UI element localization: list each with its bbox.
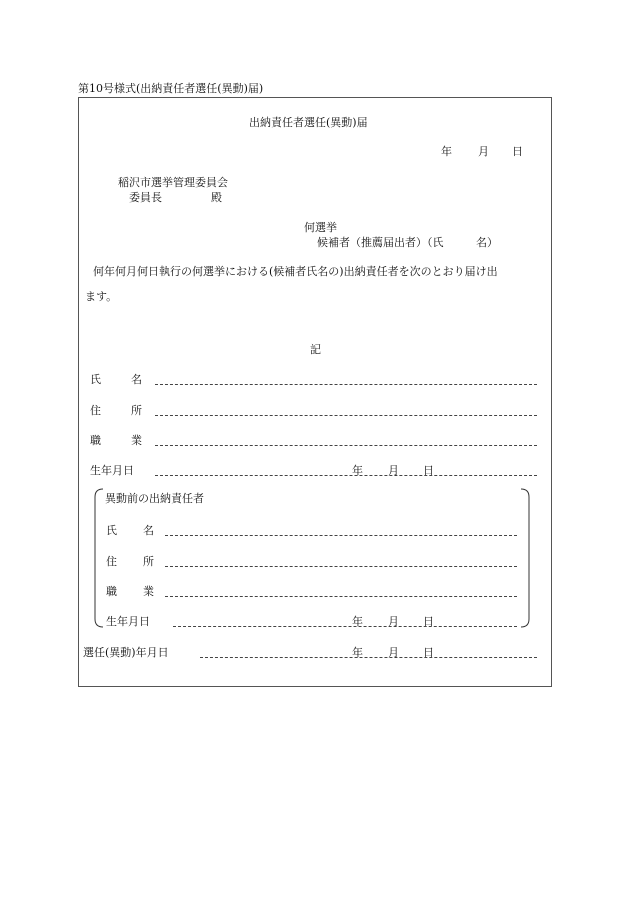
prev-address-label-c2: 所 — [143, 555, 154, 568]
form-title: 出納責任者選任(異動)届 — [249, 116, 368, 129]
prev-address-label-c1: 住 — [106, 555, 117, 568]
prev-birthdate-day: 日 — [423, 615, 434, 628]
birthdate-year: 年 — [352, 464, 363, 477]
date-month: 月 — [478, 145, 489, 158]
appointment-year: 年 — [352, 646, 363, 659]
occupation-line[interactable] — [155, 445, 537, 446]
address-label-c2: 所 — [131, 404, 142, 417]
occupation-label-c2: 業 — [131, 434, 142, 447]
name-line[interactable] — [155, 384, 537, 385]
previous-bracket — [93, 488, 531, 628]
address-line[interactable] — [155, 415, 537, 416]
appointment-month: 月 — [388, 646, 399, 659]
address-label-c1: 住 — [90, 404, 101, 417]
body-text-line2: ます。 — [85, 290, 118, 303]
birthdate-label: 生年月日 — [90, 464, 134, 477]
prev-name-label-c1: 氏 — [106, 524, 117, 537]
birthdate-day: 日 — [423, 464, 434, 477]
prev-name-label-c2: 名 — [143, 524, 154, 537]
prev-occupation-label-c2: 業 — [143, 585, 154, 598]
sender-name-suffix: 名） — [476, 236, 498, 249]
addressee-org: 稲沢市選挙管理委員会 — [118, 176, 228, 189]
previous-heading: 異動前の出納責任者 — [105, 492, 204, 505]
prev-birthdate-line[interactable] — [173, 626, 517, 627]
birthdate-line[interactable] — [155, 475, 537, 476]
prev-address-line[interactable] — [165, 566, 517, 567]
body-text-line1: 何年何月何日執行の何選挙における(候補者氏名の)出納責任者を次のとおり届け出 — [93, 265, 498, 278]
appointment-day: 日 — [423, 646, 434, 659]
addressee-chair: 委員長 — [129, 191, 162, 204]
occupation-label-c1: 職 — [90, 434, 101, 447]
name-label-c1: 氏 — [90, 373, 101, 386]
appointment-date-label: 選任(異動)年月日 — [83, 646, 169, 659]
prev-birthdate-year: 年 — [352, 615, 363, 628]
birthdate-month: 月 — [388, 464, 399, 477]
date-day: 日 — [512, 145, 523, 158]
sender-election: 何選挙 — [304, 221, 337, 234]
prev-birthdate-label: 生年月日 — [106, 615, 150, 628]
appointment-date-line[interactable] — [200, 657, 537, 658]
date-year: 年 — [441, 145, 452, 158]
prev-occupation-line[interactable] — [165, 596, 517, 597]
prev-birthdate-month: 月 — [388, 615, 399, 628]
prev-name-line[interactable] — [165, 535, 517, 536]
ki-label: 記 — [310, 343, 321, 356]
name-label-c2: 名 — [131, 373, 142, 386]
form-number-label: 第10号様式(出納責任者選任(異動)届) — [78, 82, 264, 95]
sender-candidate: 候補者（推薦届出者）（氏 — [317, 236, 444, 249]
addressee-honorific: 殿 — [211, 191, 222, 204]
prev-occupation-label-c1: 職 — [106, 585, 117, 598]
